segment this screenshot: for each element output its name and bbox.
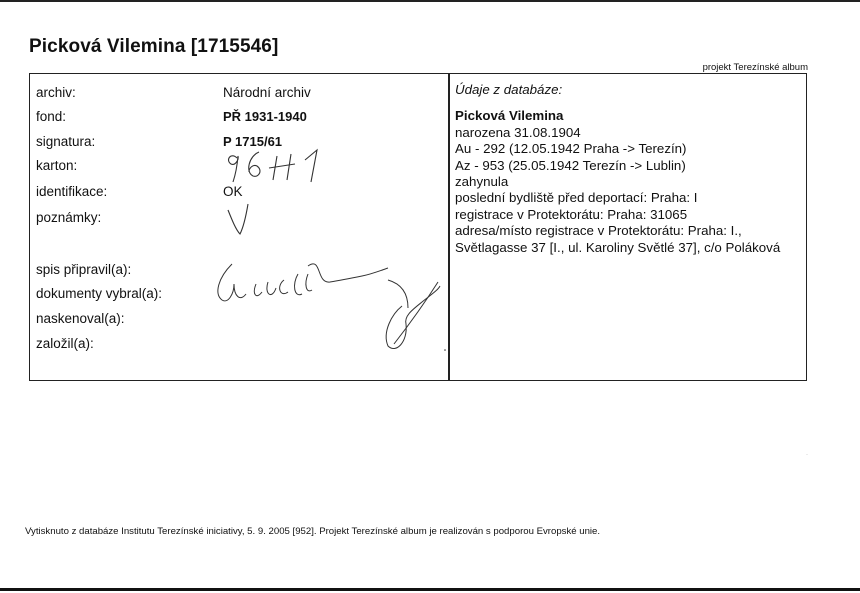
field-label: spis připravil(a): [36, 262, 132, 277]
database-line: adresa/místo registrace v Protektorátu: Praha: I., Světlagasse 37 [I., ul. Karoliny Světlé 37], c/o Poláková [455, 223, 781, 255]
field-label: karton: [36, 158, 78, 173]
field-label: naskenoval(a): [36, 311, 125, 326]
field-value: Národní archiv [223, 85, 311, 100]
field-value: P 1715/61 [223, 134, 283, 149]
field-label: signatura: [36, 134, 96, 149]
record-card [29, 73, 807, 381]
handwritten-checkmark [226, 202, 256, 238]
database-lines [455, 125, 805, 256]
footer-note: Vytisknuto z databáze Institutu Terezínské iniciativy, 5. 9. 2005 [952]. Projekt Terezínské album je realizován s podporou Evropské unie. [25, 526, 601, 537]
database-heading: Údaje z databáze: [455, 82, 563, 97]
database-panel [455, 82, 805, 256]
page-title: Picková Vilemina [1715546] [29, 36, 279, 57]
database-line: Au - 292 (12.05.1942 Praha -> Terezín) [455, 141, 687, 157]
database-line: poslední bydliště před deportací: Praha: I [455, 190, 698, 206]
field-value: PŘ 1931-1940 [223, 109, 307, 124]
field-value: OK [223, 184, 243, 199]
scan-mark: · [806, 452, 808, 458]
top-border [0, 0, 860, 2]
database-line: zahynula [455, 174, 509, 190]
field-label: dokumenty vybral(a): [36, 286, 163, 301]
database-line: registrace v Protektorátu: Praha: 31065 [455, 206, 688, 222]
field-label: poznámky: [36, 210, 102, 225]
handwritten-karton-number [225, 146, 355, 188]
field-label: identifikace: [36, 184, 108, 199]
field-label: založil(a): [36, 336, 94, 351]
field-label: fond: [36, 109, 67, 124]
project-label: projekt Terezínské album [702, 62, 808, 73]
database-line: narozena 31.08.1904 [455, 124, 581, 140]
handwritten-signature [212, 254, 452, 360]
field-label: archiv: [36, 85, 76, 100]
bottom-border [0, 588, 860, 591]
person-name: Picková Vilemina [455, 108, 564, 124]
database-line: Az - 953 (25.05.1942 Terezín -> Lublin) [455, 157, 686, 173]
